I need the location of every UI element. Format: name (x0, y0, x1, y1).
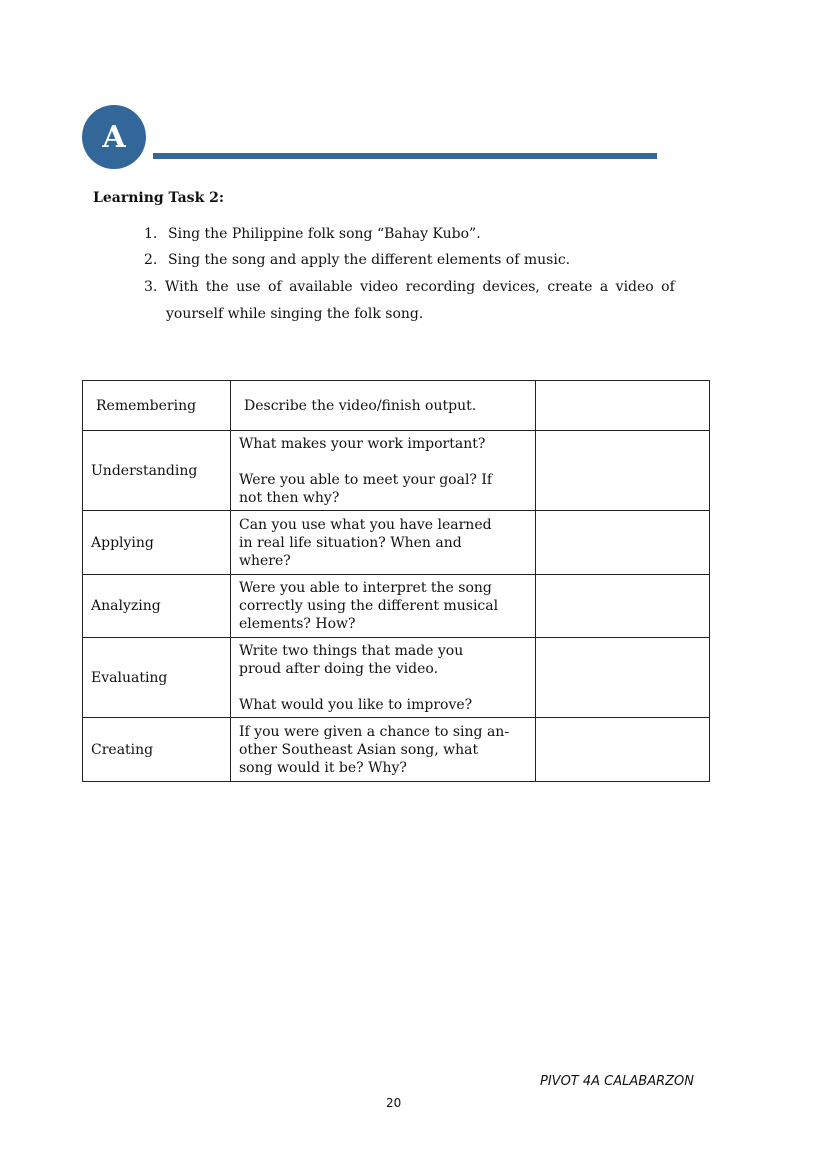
item-text: Sing the Philippine folk song “Bahay Kubo”. (168, 226, 481, 242)
level-cell: Analyzing (83, 575, 231, 638)
question-cell: Can you use what you have learned in real life situation? When and where? (231, 511, 536, 575)
level-cell: Remembering (83, 381, 231, 431)
question-cell: If you were given a chance to sing an- other Southeast Asian song, what song would it be? Why? (231, 718, 536, 782)
section-badge (82, 105, 146, 169)
header-rule (153, 153, 657, 159)
level-cell: Applying (83, 511, 231, 575)
footer-text: PIVOT 4A CALABARZON (540, 1074, 694, 1089)
table-row (83, 718, 710, 782)
page-number: 20 (386, 1096, 402, 1110)
instruction-item (144, 226, 481, 242)
question-cell: Write two things that made you proud after doing the video. What would you like to improve? (231, 638, 536, 718)
table-row (83, 575, 710, 638)
level-cell: Understanding (83, 431, 231, 511)
item-number: 1. (144, 226, 158, 242)
table-row (83, 638, 710, 718)
table-row (83, 511, 710, 575)
table-row (83, 381, 710, 431)
level-cell: Creating (83, 718, 231, 782)
instruction-item (144, 252, 570, 268)
answer-cell[interactable] (536, 638, 710, 718)
level-cell: Evaluating (83, 638, 231, 718)
answer-cell[interactable] (536, 381, 710, 431)
question-cell: What makes your work important? Were you able to meet your goal? If not then why? (231, 431, 536, 511)
answer-cell[interactable] (536, 431, 710, 511)
instruction-item-continuation: yourself while singing the folk song. (166, 306, 424, 322)
answer-cell[interactable] (536, 575, 710, 638)
question-cell: Describe the video/finish output. (231, 381, 536, 431)
answer-cell[interactable] (536, 511, 710, 575)
item-number: 2. (144, 252, 158, 268)
badge-letter: A (102, 119, 126, 155)
task-title: Learning Task 2: (93, 190, 225, 206)
item-text: With the use of available video recording devices, create a video of (165, 279, 675, 295)
rubric-table (82, 380, 710, 782)
item-number: 3. (144, 279, 158, 295)
item-text: Sing the song and apply the different elements of music. (168, 252, 571, 268)
question-cell: Were you able to interpret the song correctly using the different musical elements? How? (231, 575, 536, 638)
answer-cell[interactable] (536, 718, 710, 782)
table-row (83, 431, 710, 511)
instruction-item (144, 279, 675, 295)
